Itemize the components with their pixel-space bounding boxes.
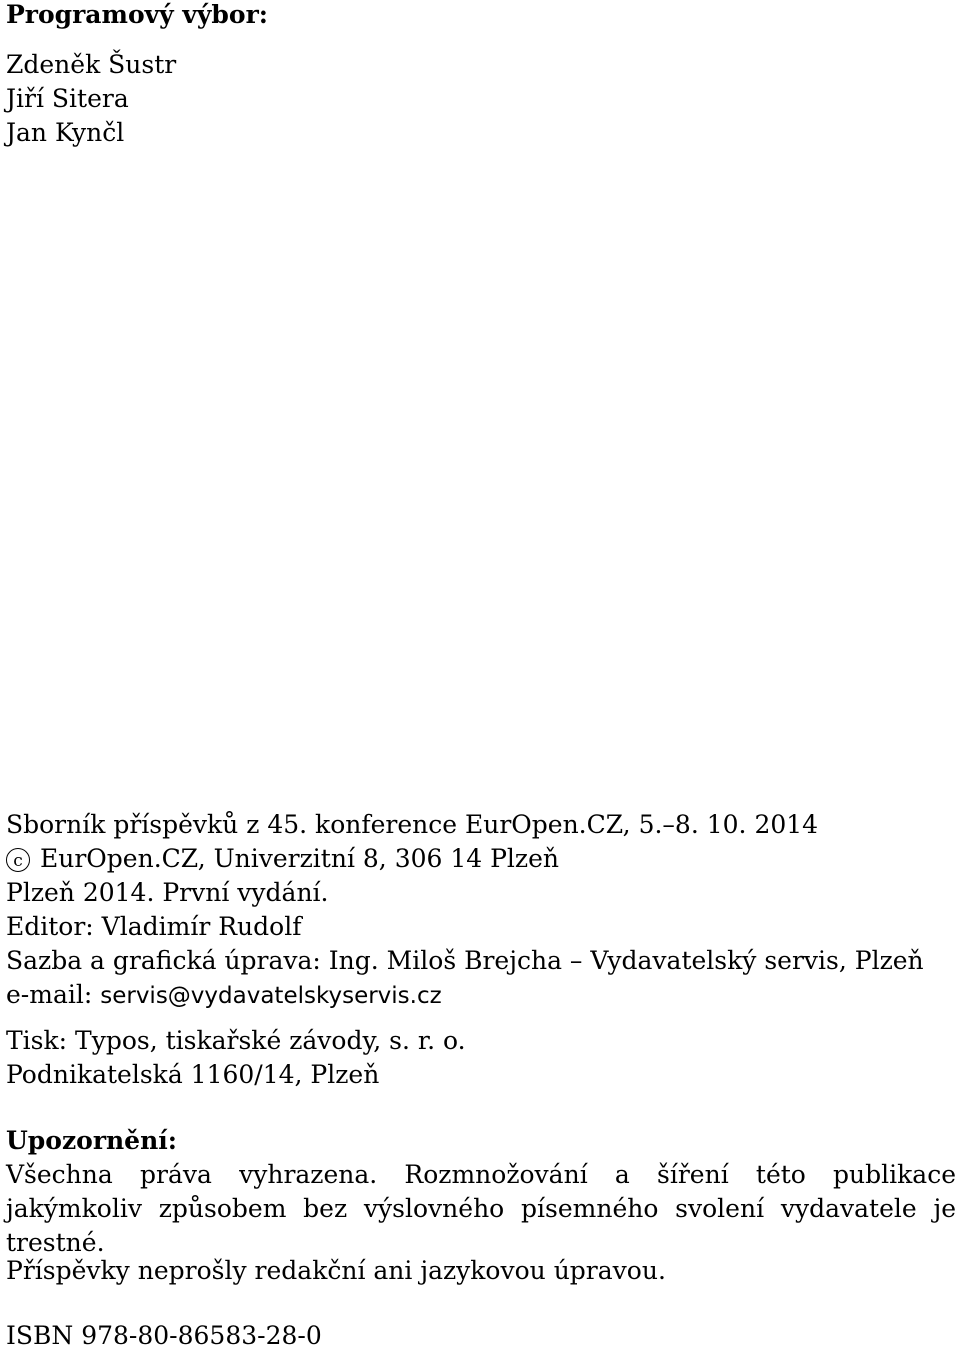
printer-address: Podnikatelská 1160/14, Plzeň bbox=[6, 1060, 380, 1089]
isbn: ISBN 978-80-86583-28-0 bbox=[6, 1321, 322, 1350]
printer-line: Tisk: Typos, tiskařské závody, s. r. o. bbox=[6, 1026, 466, 1055]
committee-heading: Programový výbor: bbox=[6, 0, 268, 29]
printer-info bbox=[6, 1024, 956, 1092]
committee-members bbox=[6, 48, 956, 150]
committee-member: Jiří Sitera bbox=[6, 84, 129, 113]
notice-heading: Upozornění: bbox=[6, 1126, 177, 1155]
no-edit-text: Příspěvky neprošly redakční ani jazykovou úpravou. bbox=[6, 1256, 666, 1285]
committee-member: Zdeněk Šustr bbox=[6, 50, 177, 79]
email-label: e-mail: bbox=[6, 980, 93, 1009]
imprint bbox=[6, 808, 956, 1013]
notice bbox=[6, 1124, 956, 1260]
no-edit-note bbox=[6, 1254, 956, 1288]
copyright-icon: c bbox=[6, 848, 30, 872]
program-committee bbox=[6, 0, 956, 32]
email-link[interactable]: servis@vydavatelskyservis.cz bbox=[100, 983, 442, 1009]
proceedings-title: Sborník příspěvků z 45. konference EurOpen.CZ, 5.–8. 10. 2014 bbox=[6, 810, 819, 839]
copyright-text: EurOpen.CZ, Univerzitní 8, 306 14 Plzeň bbox=[40, 844, 559, 873]
copyright-line bbox=[6, 842, 956, 876]
isbn-block bbox=[6, 1319, 956, 1353]
email-line bbox=[6, 978, 956, 1013]
typesetting-line: Sazba a grafická úprava: Ing. Miloš Brejcha – Vydavatelský servis, Plzeň bbox=[6, 946, 924, 975]
notice-text: Všechna práva vyhrazena. Rozmnožování a šíření této publikace jakýmkoliv způsobem bez výslovného písemného svolení vydavatele je trestné. bbox=[6, 1160, 956, 1257]
committee-member: Jan Kynčl bbox=[6, 118, 125, 147]
edition-line: Plzeň 2014. První vydání. bbox=[6, 878, 329, 907]
editor-line: Editor: Vladimír Rudolf bbox=[6, 912, 302, 941]
